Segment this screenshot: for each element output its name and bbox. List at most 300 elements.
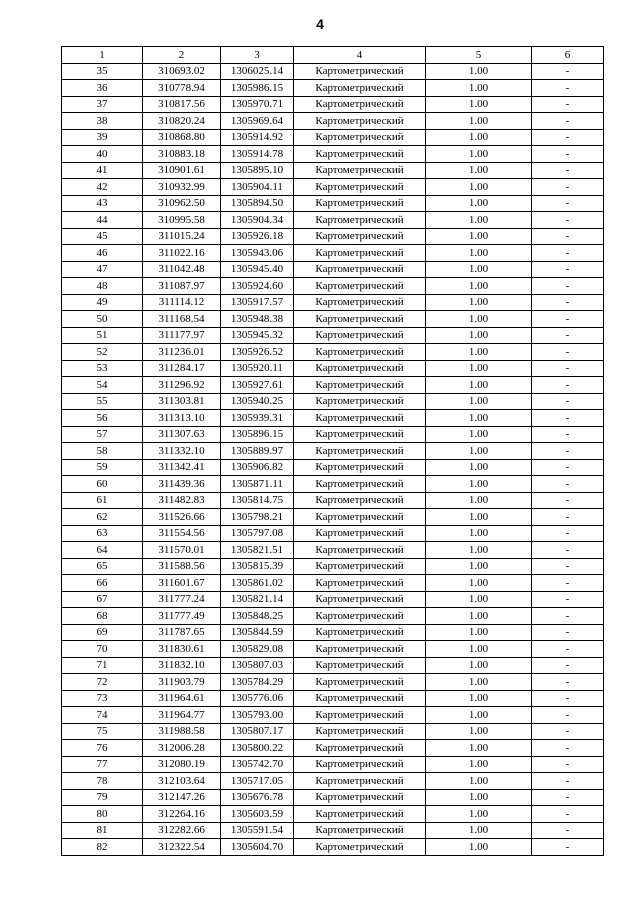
y-coordinate-cell: 1305815.39 [221, 558, 294, 575]
table-row [62, 327, 604, 344]
point-number-cell: 72 [62, 674, 143, 691]
accuracy-cell: 1.00 [426, 113, 532, 130]
description-cell: - [532, 80, 604, 97]
point-number-cell: 71 [62, 657, 143, 674]
y-coordinate-cell: 1305914.78 [221, 146, 294, 163]
table-row [62, 426, 604, 443]
y-coordinate-cell: 1305924.60 [221, 278, 294, 295]
description-cell: - [532, 113, 604, 130]
description-cell: - [532, 773, 604, 790]
accuracy-cell: 1.00 [426, 162, 532, 179]
table-row [62, 344, 604, 361]
accuracy-cell: 1.00 [426, 641, 532, 658]
point-number-cell: 56 [62, 410, 143, 427]
accuracy-cell: 1.00 [426, 80, 532, 97]
table-row [62, 228, 604, 245]
y-coordinate-cell: 1305945.40 [221, 261, 294, 278]
x-coordinate-cell: 312103.64 [143, 773, 221, 790]
y-coordinate-cell: 1305844.59 [221, 624, 294, 641]
method-cell: Картометрический [294, 179, 426, 196]
description-cell: - [532, 789, 604, 806]
y-coordinate-cell: 1305807.03 [221, 657, 294, 674]
method-cell: Картометрический [294, 822, 426, 839]
accuracy-cell: 1.00 [426, 377, 532, 394]
table-row [62, 674, 604, 691]
point-number-cell: 43 [62, 195, 143, 212]
point-number-cell: 42 [62, 179, 143, 196]
method-cell: Картометрический [294, 393, 426, 410]
table-row [62, 245, 604, 262]
point-number-cell: 77 [62, 756, 143, 773]
description-cell: - [532, 426, 604, 443]
accuracy-cell: 1.00 [426, 393, 532, 410]
method-cell: Картометрический [294, 129, 426, 146]
accuracy-cell: 1.00 [426, 608, 532, 625]
description-cell: - [532, 591, 604, 608]
x-coordinate-cell: 310932.99 [143, 179, 221, 196]
y-coordinate-cell: 1305797.08 [221, 525, 294, 542]
x-coordinate-cell: 311284.17 [143, 360, 221, 377]
y-coordinate-cell: 1305986.15 [221, 80, 294, 97]
table-row [62, 311, 604, 328]
accuracy-cell: 1.00 [426, 756, 532, 773]
method-cell: Картометрический [294, 575, 426, 592]
y-coordinate-cell: 1305821.51 [221, 542, 294, 559]
x-coordinate-cell: 311554.56 [143, 525, 221, 542]
accuracy-cell: 1.00 [426, 674, 532, 691]
x-coordinate-cell: 310901.61 [143, 162, 221, 179]
x-coordinate-cell: 311296.92 [143, 377, 221, 394]
table-row [62, 294, 604, 311]
method-cell: Картометрический [294, 327, 426, 344]
method-cell: Картометрический [294, 707, 426, 724]
table-row [62, 261, 604, 278]
point-number-cell: 78 [62, 773, 143, 790]
description-cell: - [532, 476, 604, 493]
accuracy-cell: 1.00 [426, 360, 532, 377]
x-coordinate-cell: 311236.01 [143, 344, 221, 361]
x-coordinate-cell: 311526.66 [143, 509, 221, 526]
table-row [62, 443, 604, 460]
description-cell: - [532, 443, 604, 460]
table-row [62, 542, 604, 559]
table-row [62, 195, 604, 212]
point-number-cell: 70 [62, 641, 143, 658]
x-coordinate-cell: 310693.02 [143, 63, 221, 80]
description-cell: - [532, 327, 604, 344]
y-coordinate-cell: 1305861.02 [221, 575, 294, 592]
method-cell: Картометрический [294, 558, 426, 575]
y-coordinate-cell: 1306025.14 [221, 63, 294, 80]
table-row [62, 492, 604, 509]
table-row [62, 393, 604, 410]
x-coordinate-cell: 311964.77 [143, 707, 221, 724]
description-cell: - [532, 96, 604, 113]
table-row [62, 806, 604, 823]
description-cell: - [532, 245, 604, 262]
page-number: 4 [316, 16, 324, 32]
description-cell: - [532, 195, 604, 212]
y-coordinate-cell: 1305807.17 [221, 723, 294, 740]
method-cell: Картометрический [294, 311, 426, 328]
point-number-cell: 48 [62, 278, 143, 295]
method-cell: Картометрический [294, 690, 426, 707]
point-number-cell: 40 [62, 146, 143, 163]
accuracy-cell: 1.00 [426, 558, 532, 575]
point-number-cell: 79 [62, 789, 143, 806]
point-number-cell: 54 [62, 377, 143, 394]
accuracy-cell: 1.00 [426, 63, 532, 80]
point-number-cell: 69 [62, 624, 143, 641]
table-row [62, 525, 604, 542]
accuracy-cell: 1.00 [426, 327, 532, 344]
description-cell: - [532, 410, 604, 427]
y-coordinate-cell: 1305926.52 [221, 344, 294, 361]
accuracy-cell: 1.00 [426, 459, 532, 476]
x-coordinate-cell: 311832.10 [143, 657, 221, 674]
accuracy-cell: 1.00 [426, 723, 532, 740]
point-number-cell: 62 [62, 509, 143, 526]
x-coordinate-cell: 311307.63 [143, 426, 221, 443]
method-cell: Картометрический [294, 426, 426, 443]
point-number-cell: 58 [62, 443, 143, 460]
point-number-cell: 60 [62, 476, 143, 493]
method-cell: Картометрический [294, 542, 426, 559]
description-cell: - [532, 657, 604, 674]
column-header-accuracy: 5 [426, 47, 532, 64]
y-coordinate-cell: 1305603.59 [221, 806, 294, 823]
column-header-method: 4 [294, 47, 426, 64]
method-cell: Картометрический [294, 96, 426, 113]
description-cell: - [532, 344, 604, 361]
description-cell: - [532, 756, 604, 773]
table-row [62, 509, 604, 526]
description-cell: - [532, 806, 604, 823]
table-row [62, 591, 604, 608]
y-coordinate-cell: 1305800.22 [221, 740, 294, 757]
y-coordinate-cell: 1305895.10 [221, 162, 294, 179]
accuracy-cell: 1.00 [426, 839, 532, 856]
description-cell: - [532, 261, 604, 278]
x-coordinate-cell: 312322.54 [143, 839, 221, 856]
description-cell: - [532, 723, 604, 740]
description-cell: - [532, 311, 604, 328]
point-number-cell: 46 [62, 245, 143, 262]
accuracy-cell: 1.00 [426, 525, 532, 542]
description-cell: - [532, 294, 604, 311]
y-coordinate-cell: 1305798.21 [221, 509, 294, 526]
table-row [62, 360, 604, 377]
table-row [62, 80, 604, 97]
point-number-cell: 36 [62, 80, 143, 97]
point-number-cell: 47 [62, 261, 143, 278]
y-coordinate-cell: 1305926.18 [221, 228, 294, 245]
method-cell: Картометрический [294, 146, 426, 163]
y-coordinate-cell: 1305793.00 [221, 707, 294, 724]
method-cell: Картометрический [294, 195, 426, 212]
description-cell: - [532, 575, 604, 592]
y-coordinate-cell: 1305591.54 [221, 822, 294, 839]
description-cell: - [532, 822, 604, 839]
table-row [62, 690, 604, 707]
accuracy-cell: 1.00 [426, 344, 532, 361]
accuracy-cell: 1.00 [426, 294, 532, 311]
accuracy-cell: 1.00 [426, 96, 532, 113]
accuracy-cell: 1.00 [426, 773, 532, 790]
method-cell: Картометрический [294, 839, 426, 856]
method-cell: Картометрический [294, 591, 426, 608]
method-cell: Картометрический [294, 756, 426, 773]
y-coordinate-cell: 1305904.34 [221, 212, 294, 229]
point-number-cell: 57 [62, 426, 143, 443]
table-row [62, 179, 604, 196]
accuracy-cell: 1.00 [426, 443, 532, 460]
y-coordinate-cell: 1305848.25 [221, 608, 294, 625]
y-coordinate-cell: 1305889.97 [221, 443, 294, 460]
y-coordinate-cell: 1305871.11 [221, 476, 294, 493]
point-number-cell: 55 [62, 393, 143, 410]
table-row [62, 822, 604, 839]
point-number-cell: 37 [62, 96, 143, 113]
x-coordinate-cell: 312264.16 [143, 806, 221, 823]
point-number-cell: 67 [62, 591, 143, 608]
description-cell: - [532, 740, 604, 757]
table-row [62, 162, 604, 179]
method-cell: Картометрический [294, 476, 426, 493]
table-row [62, 558, 604, 575]
table-row [62, 839, 604, 856]
y-coordinate-cell: 1305676.78 [221, 789, 294, 806]
description-cell: - [532, 707, 604, 724]
table-row [62, 459, 604, 476]
method-cell: Картометрический [294, 410, 426, 427]
description-cell: - [532, 624, 604, 641]
description-cell: - [532, 674, 604, 691]
accuracy-cell: 1.00 [426, 707, 532, 724]
x-coordinate-cell: 312080.19 [143, 756, 221, 773]
accuracy-cell: 1.00 [426, 212, 532, 229]
point-number-cell: 65 [62, 558, 143, 575]
method-cell: Картометрический [294, 113, 426, 130]
point-number-cell: 49 [62, 294, 143, 311]
x-coordinate-cell: 311177.97 [143, 327, 221, 344]
x-coordinate-cell: 311903.79 [143, 674, 221, 691]
table-row [62, 641, 604, 658]
description-cell: - [532, 179, 604, 196]
y-coordinate-cell: 1305917.57 [221, 294, 294, 311]
method-cell: Картометрический [294, 789, 426, 806]
method-cell: Картометрический [294, 657, 426, 674]
x-coordinate-cell: 310868.80 [143, 129, 221, 146]
table-row [62, 707, 604, 724]
description-cell: - [532, 360, 604, 377]
point-number-cell: 75 [62, 723, 143, 740]
description-cell: - [532, 162, 604, 179]
method-cell: Картометрический [294, 261, 426, 278]
table-row [62, 756, 604, 773]
column-header-description: 6 [532, 47, 604, 64]
method-cell: Картометрический [294, 294, 426, 311]
table-row [62, 740, 604, 757]
x-coordinate-cell: 311482.83 [143, 492, 221, 509]
y-coordinate-cell: 1305927.61 [221, 377, 294, 394]
accuracy-cell: 1.00 [426, 278, 532, 295]
x-coordinate-cell: 310817.56 [143, 96, 221, 113]
header-row [62, 47, 604, 64]
point-number-cell: 59 [62, 459, 143, 476]
accuracy-cell: 1.00 [426, 245, 532, 262]
point-number-cell: 35 [62, 63, 143, 80]
x-coordinate-cell: 311042.48 [143, 261, 221, 278]
y-coordinate-cell: 1305914.92 [221, 129, 294, 146]
x-coordinate-cell: 311988.58 [143, 723, 221, 740]
method-cell: Картометрический [294, 773, 426, 790]
accuracy-cell: 1.00 [426, 410, 532, 427]
x-coordinate-cell: 310962.50 [143, 195, 221, 212]
point-number-cell: 82 [62, 839, 143, 856]
description-cell: - [532, 228, 604, 245]
description-cell: - [532, 525, 604, 542]
method-cell: Картометрический [294, 624, 426, 641]
table-row [62, 113, 604, 130]
x-coordinate-cell: 312006.28 [143, 740, 221, 757]
method-cell: Картометрический [294, 443, 426, 460]
x-coordinate-cell: 311022.16 [143, 245, 221, 262]
y-coordinate-cell: 1305920.11 [221, 360, 294, 377]
point-number-cell: 74 [62, 707, 143, 724]
point-number-cell: 53 [62, 360, 143, 377]
description-cell: - [532, 63, 604, 80]
method-cell: Картометрический [294, 723, 426, 740]
x-coordinate-cell: 311777.24 [143, 591, 221, 608]
y-coordinate-cell: 1305906.82 [221, 459, 294, 476]
column-header-point: 1 [62, 47, 143, 64]
accuracy-cell: 1.00 [426, 228, 532, 245]
column-header-y: 3 [221, 47, 294, 64]
point-number-cell: 61 [62, 492, 143, 509]
y-coordinate-cell: 1305829.08 [221, 641, 294, 658]
point-number-cell: 52 [62, 344, 143, 361]
table-row [62, 773, 604, 790]
method-cell: Картометрический [294, 377, 426, 394]
x-coordinate-cell: 311964.61 [143, 690, 221, 707]
table-row [62, 129, 604, 146]
table-row [62, 63, 604, 80]
method-cell: Картометрический [294, 278, 426, 295]
description-cell: - [532, 608, 604, 625]
accuracy-cell: 1.00 [426, 476, 532, 493]
description-cell: - [532, 278, 604, 295]
y-coordinate-cell: 1305821.14 [221, 591, 294, 608]
accuracy-cell: 1.00 [426, 624, 532, 641]
point-number-cell: 80 [62, 806, 143, 823]
method-cell: Картометрический [294, 80, 426, 97]
y-coordinate-cell: 1305948.38 [221, 311, 294, 328]
description-cell: - [532, 459, 604, 476]
x-coordinate-cell: 310820.24 [143, 113, 221, 130]
accuracy-cell: 1.00 [426, 806, 532, 823]
y-coordinate-cell: 1305940.25 [221, 393, 294, 410]
description-cell: - [532, 129, 604, 146]
x-coordinate-cell: 311439.36 [143, 476, 221, 493]
description-cell: - [532, 212, 604, 229]
x-coordinate-cell: 311332.10 [143, 443, 221, 460]
description-cell: - [532, 542, 604, 559]
description-cell: - [532, 690, 604, 707]
y-coordinate-cell: 1305896.15 [221, 426, 294, 443]
point-number-cell: 38 [62, 113, 143, 130]
x-coordinate-cell: 312147.26 [143, 789, 221, 806]
accuracy-cell: 1.00 [426, 822, 532, 839]
accuracy-cell: 1.00 [426, 261, 532, 278]
table-row [62, 723, 604, 740]
x-coordinate-cell: 311313.10 [143, 410, 221, 427]
point-number-cell: 81 [62, 822, 143, 839]
description-cell: - [532, 509, 604, 526]
point-number-cell: 51 [62, 327, 143, 344]
point-number-cell: 76 [62, 740, 143, 757]
method-cell: Картометрический [294, 360, 426, 377]
point-number-cell: 66 [62, 575, 143, 592]
accuracy-cell: 1.00 [426, 311, 532, 328]
method-cell: Картометрический [294, 806, 426, 823]
x-coordinate-cell: 311601.67 [143, 575, 221, 592]
method-cell: Картометрический [294, 740, 426, 757]
x-coordinate-cell: 311087.97 [143, 278, 221, 295]
y-coordinate-cell: 1305742.70 [221, 756, 294, 773]
method-cell: Картометрический [294, 245, 426, 262]
table-body [62, 63, 604, 855]
x-coordinate-cell: 311168.54 [143, 311, 221, 328]
x-coordinate-cell: 310778.94 [143, 80, 221, 97]
x-coordinate-cell: 312282.66 [143, 822, 221, 839]
accuracy-cell: 1.00 [426, 129, 532, 146]
table-row [62, 146, 604, 163]
description-cell: - [532, 558, 604, 575]
table-row [62, 476, 604, 493]
y-coordinate-cell: 1305904.11 [221, 179, 294, 196]
accuracy-cell: 1.00 [426, 426, 532, 443]
y-coordinate-cell: 1305784.29 [221, 674, 294, 691]
y-coordinate-cell: 1305604.70 [221, 839, 294, 856]
description-cell: - [532, 377, 604, 394]
y-coordinate-cell: 1305943.06 [221, 245, 294, 262]
point-number-cell: 50 [62, 311, 143, 328]
y-coordinate-cell: 1305717.05 [221, 773, 294, 790]
method-cell: Картометрический [294, 492, 426, 509]
x-coordinate-cell: 311777.49 [143, 608, 221, 625]
table-row [62, 657, 604, 674]
y-coordinate-cell: 1305894.50 [221, 195, 294, 212]
x-coordinate-cell: 311303.81 [143, 393, 221, 410]
x-coordinate-cell: 311588.56 [143, 558, 221, 575]
y-coordinate-cell: 1305814.75 [221, 492, 294, 509]
accuracy-cell: 1.00 [426, 179, 532, 196]
point-number-cell: 63 [62, 525, 143, 542]
accuracy-cell: 1.00 [426, 591, 532, 608]
x-coordinate-cell: 311342.41 [143, 459, 221, 476]
description-cell: - [532, 839, 604, 856]
y-coordinate-cell: 1305970.71 [221, 96, 294, 113]
table-row [62, 789, 604, 806]
method-cell: Картометрический [294, 608, 426, 625]
table-row [62, 410, 604, 427]
table-row [62, 377, 604, 394]
table-row [62, 278, 604, 295]
accuracy-cell: 1.00 [426, 657, 532, 674]
method-cell: Картометрический [294, 63, 426, 80]
point-number-cell: 41 [62, 162, 143, 179]
